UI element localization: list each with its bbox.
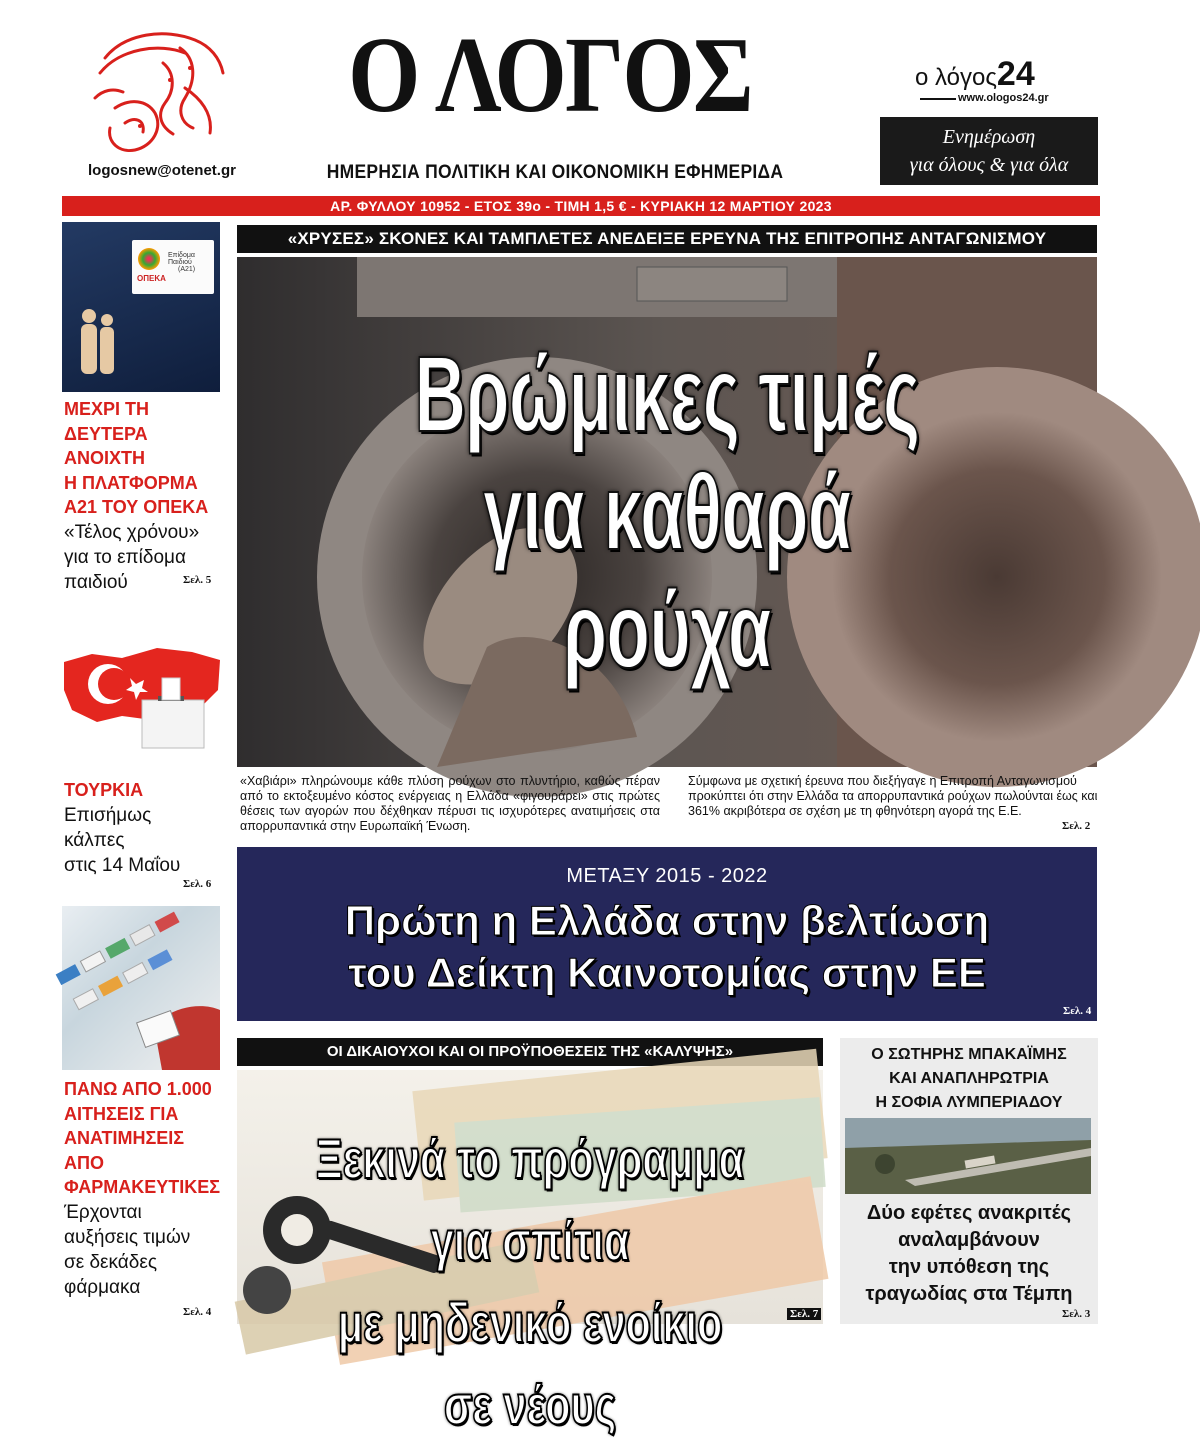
slogan-line-1: Ενημέρωση bbox=[942, 126, 1036, 148]
turkey-map-ballot-image bbox=[62, 640, 222, 752]
pharma-story[interactable] bbox=[64, 1077, 222, 1300]
pharma-kicker-2: ΑΙΤΗΣΕΙΣ ΓΙΑ bbox=[64, 1103, 179, 1124]
opeka-kicker-2: ΑΝΟΙΧΤΗ bbox=[64, 448, 145, 468]
tempi-headline-4: τραγωδίας στα Τέμπη bbox=[865, 1283, 1073, 1305]
website-url: www.ologos24.gr bbox=[958, 92, 1049, 104]
newspaper-title: Ο ΛΟΓΟΣ bbox=[348, 16, 752, 135]
turkey-headline-2: κάλπες bbox=[64, 829, 125, 851]
newspaper-logo-illustration bbox=[85, 28, 230, 158]
opeka-headline-2: για το επίδομα bbox=[64, 546, 186, 568]
turkey-kicker: ΤΟΥΡΚΙΑ bbox=[64, 780, 144, 800]
pharma-kicker-4: ΑΠΟ bbox=[64, 1152, 104, 1173]
innovation-page-ref: Σελ. 4 bbox=[1063, 1005, 1092, 1017]
tempi-headline-3: την υπόθεση της bbox=[888, 1256, 1050, 1278]
lead-headline-line-1: Βρώμικες τιμές bbox=[414, 333, 920, 454]
pharma-kicker-1: ΠΑΝΩ ΑΠΟ 1.000 bbox=[64, 1079, 212, 1099]
opeka-card bbox=[132, 240, 214, 294]
turkey-headline-1: Επισήμως bbox=[64, 804, 152, 826]
pharma-kicker-5: ΦΑΡΜΑΚΕΥΤΙΚΕΣ bbox=[64, 1177, 221, 1197]
pharmacy-shelf-graphic bbox=[62, 906, 220, 1070]
train-wreck-graphic bbox=[845, 1118, 1091, 1194]
lead-strap: «ΧΡΥΣΕΣ» ΣΚΟΝΕΣ ΚΑΙ ΤΑΜΠΛΕΤΕΣ ΑΝΕΔΕΙΞΕ ΕΡΕΥΝΑ ΤΗΣ ΕΠΙΤΡΟΠΗΣ ΑΝΤΑΓΩΝΙΣΜΟΥ bbox=[237, 225, 1097, 253]
pharma-headline-1: Έρχονται bbox=[64, 1201, 142, 1223]
contact-email: logosnew@otenet.gr bbox=[88, 162, 236, 179]
turkey-headline-3: στις 14 Μαΐου bbox=[64, 854, 181, 876]
opeka-headline-1: «Τέλος χρόνου» bbox=[64, 521, 200, 543]
housing-headline-line-1: Ξεκινά το πρόγραμμα για σπίτια bbox=[315, 1127, 745, 1272]
innovation-headline-line-2: του Δείκτη Καινοτομίας στην ΕΕ bbox=[348, 949, 986, 996]
tempi-headline-1: Δύο εφέτες ανακριτές bbox=[866, 1202, 1072, 1224]
housing-headline-line-2: με μηδενικό ενοίκιο σε νέους bbox=[337, 1291, 723, 1436]
pharma-kicker-3: ΑΝΑΤΙΜΗΣΕΙΣ bbox=[64, 1128, 185, 1148]
tempi-kicker-2: ΚΑΙ ΑΝΑΠΛΗΡΩΤΡΙΑ bbox=[889, 1070, 1049, 1087]
newspaper-subtitle: ΗΜΕΡΗΣΙΑ ΠΟΛΙΤΙΚΗ ΚΑΙ ΟΙΚΟΝΟΜΙΚΗ ΕΦΗΜΕΡΙΔΑ bbox=[326, 162, 784, 183]
housing-strap: ΟΙ ΔΙΚΑΙΟΥΧΟΙ ΚΑΙ ΟΙ ΠΡΟΫΠΟΘΕΣΕΙΣ ΤΗΣ «ΚΑΛΥΨΗΣ» bbox=[237, 1038, 823, 1066]
tempi-headline-2: αναλαμβάνουν bbox=[898, 1229, 1040, 1251]
tempi-headline bbox=[840, 1200, 1098, 1308]
innovation-headline bbox=[237, 895, 1097, 999]
lead-page-ref: Σελ. 2 bbox=[1062, 820, 1091, 832]
website-brand-text: ο λόγος bbox=[915, 64, 997, 91]
tempi-kicker-1: Ο ΣΩΤΗΡΗΣ ΜΠΑΚΑΪΜΗΣ bbox=[871, 1046, 1067, 1063]
opeka-page-ref: Σελ. 5 bbox=[183, 574, 212, 586]
website-brand-number: 24 bbox=[996, 55, 1035, 93]
pharma-page-ref: Σελ. 4 bbox=[183, 1306, 212, 1318]
slogan-box bbox=[880, 117, 1098, 185]
opeka-story[interactable] bbox=[64, 397, 222, 595]
opeka-kicker-3: Η ΠΛΑΤΦΟΡΜΑ bbox=[64, 472, 198, 493]
pharma-headline-2: αυξήσεις τιμών bbox=[64, 1226, 191, 1248]
tempi-kicker-3: Η ΣΟΦΙΑ ΛΥΜΠΕΡΙΑΔΟΥ bbox=[875, 1094, 1063, 1111]
opeka-card-logo: ΟΠΕΚΑ bbox=[137, 274, 166, 283]
opeka-headline-3: παιδιού bbox=[64, 571, 128, 593]
brand-divider bbox=[920, 98, 956, 100]
lead-headline-line-2: για καθαρά ρούχα bbox=[483, 451, 851, 690]
opeka-card-title: Επίδομα Παιδιού bbox=[168, 252, 195, 266]
innovation-headline-line-1: Πρώτη η Ελλάδα στην βελτίωση bbox=[344, 897, 990, 944]
opeka-card-code: (Α21) bbox=[178, 266, 196, 273]
website-brand bbox=[915, 55, 1035, 94]
innovation-story[interactable] bbox=[237, 847, 1097, 1021]
lead-body-right: Σύμφωνα με σχετική έρευνα που διεξήγαγε η Επιτροπή Ανταγωνισμού προκύπτει ότι στην Ελλάδα τα απορρυπαντικά ρούχων πωλούνται έως και 361% ακριβότερα σε σχέση με τη φθηνότερη αγορά της Ε.Ε. bbox=[688, 774, 1098, 818]
housing-headline bbox=[313, 1118, 747, 1446]
opeka-kicker-4: Α21 ΤΟΥ ΟΠΕΚΑ bbox=[64, 497, 209, 517]
lead-body-left: «Χαβιάρι» πληρώνουμε κάθε πλύση ρούχων στο πλυντήριο, καθώς πέραν από το εκτοξευμένο κόστος ενέργειας η Ελλάδα «φιγουράρει» στις πρώτες θέσεις των αγορών που δέχθηκαν πέρυσι τις ισχυρότερες ανατιμήσεις στα απορρυπαντικά στην Ευρωπαϊκή Ένωση. bbox=[240, 774, 660, 833]
turkey-page-ref: Σελ. 6 bbox=[183, 878, 212, 890]
innovation-kicker: ΜΕΤΑΞΥ 2015 - 2022 bbox=[566, 865, 768, 887]
opeka-tree-icon bbox=[138, 248, 160, 270]
tempi-page-ref: Σελ. 3 bbox=[1062, 1308, 1091, 1320]
pharmacy-shelf-photo bbox=[62, 906, 220, 1070]
wooden-family-figures bbox=[78, 306, 118, 378]
pharma-headline-4: φάρμακα bbox=[64, 1276, 141, 1298]
housing-page-ref: Σελ. 7 bbox=[787, 1308, 821, 1320]
lead-headline bbox=[383, 335, 951, 689]
pharma-headline-3: σε δεκάδες bbox=[64, 1251, 157, 1273]
issue-info-bar: ΑΡ. ΦΥΛΛΟΥ 10952 - ΕΤΟΣ 39ο - ΤΙΜΗ 1,5 € - ΚΥΡΙΑΚΗ 12 ΜΑΡΤΙΟΥ 2023 bbox=[62, 196, 1100, 216]
train-wreck-aerial-photo bbox=[845, 1118, 1091, 1194]
slogan-line-2: για όλους & για όλα bbox=[909, 154, 1069, 176]
tempi-kicker bbox=[840, 1043, 1098, 1115]
turkey-story[interactable] bbox=[64, 778, 222, 878]
opeka-kicker-1: ΜΕΧΡΙ ΤΗ ΔΕΥΤΕΡΑ bbox=[64, 399, 150, 444]
